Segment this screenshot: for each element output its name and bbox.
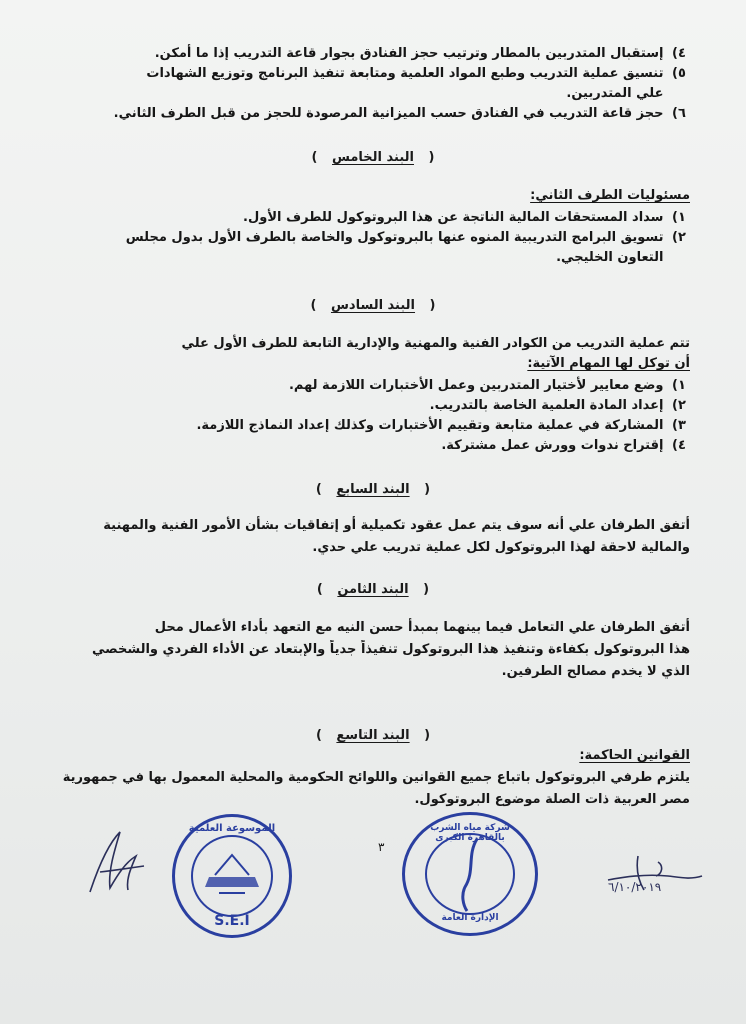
paragraph-line: يلتزم طرفي البروتوكول باتباع جميع القوانين واللوائح الحكومية والمحلية المعمول بها في جمهورية — [62, 770, 690, 785]
paragraph-line: أن توكل لها المهام الآتية: — [527, 356, 690, 371]
section-heading: ( البند التاسع ) — [315, 728, 431, 743]
paragraph-line: أتفق الطرفان علي التعامل فيما بينهما بمبدأ حسن النيه مع التعهد بأداء الأعمال محل — [154, 620, 690, 635]
list-item: ١) سداد المستحقات المالية الناتجة عن هذا البروتوكول للطرف الأول. — [243, 210, 686, 225]
stamp-water-company: شركة مياه الشرب بالقاهرة الكبرى الإدارة العامة — [402, 812, 538, 936]
paragraph-line: مصر العربية ذات الصلة موضوع البروتوكول. — [414, 792, 690, 807]
section-subheading: مسئوليات الطرف الثاني: — [530, 188, 690, 203]
list-item: ٤) إستقبال المتدربين بالمطار وترتيب حجز الفنادق بجوار قاعة التدريب إذا ما أمكن. — [154, 46, 686, 61]
signature-right — [598, 846, 708, 906]
paragraph-line: أتفق الطرفان علي أنه سوف يتم عمل عقود تكميلية أو إتفاقيات بشأن الأمور الفنية والمهنية — [103, 518, 690, 533]
paragraph-line: هذا البروتوكول بكفاءة وتنفيذ هذا البروتوكول تنفيذاً جدياً والإبتعاد عن الأداء الفردي والشخصي — [92, 642, 690, 657]
list-item: ١) وضع معايير لأختيار المتدربين وعمل الأختبارات اللازمة لهم. — [288, 378, 686, 393]
paragraph-line: تتم عملية التدريب من الكوادر الفنية والمهنية والإدارية التابعة للطرف الأول علي — [181, 336, 690, 351]
list-item: ٦) حجز قاعة التدريب في الفنادق حسب الميزانية المرصودة للحجز من قبل الطرف الثاني. — [113, 106, 686, 121]
signature-left — [80, 822, 150, 902]
list-item: ٢) إعداد المادة العلمية الخاصة بالتدريب. — [429, 398, 686, 413]
signature-date: ٦/١٠/٢٠١٩ — [608, 880, 662, 894]
section-heading: ( البند السادس ) — [310, 298, 436, 313]
list-item: ٥) تنسيق عملية التدريب وطبع المواد العلمية ومتابعة تنفيذ البرنامج وتوزيع الشهادات — [146, 66, 686, 81]
section-heading: ( البند الخامس ) — [311, 150, 435, 165]
page-number: ٣ — [378, 840, 385, 854]
paragraph-line: الذي لا يخدم مصالح الطرفين. — [501, 664, 690, 679]
list-item: ٢) تسويق البرامج التدريبية المنوه عنها بالبروتوكول والخاصة بالطرف الأول بدول مجلس — [125, 230, 686, 245]
stamp-sei: الموسوعة العلمية S.E.I — [172, 814, 292, 938]
section-heading: ( البند الثامن ) — [316, 582, 430, 597]
list-item: التعاون الخليجي. — [556, 250, 664, 265]
list-item: علي المتدربين. — [566, 86, 664, 101]
paragraph-line: والمالية لاحقة لهذا البروتوكول لكل عملية تدريب علي حدي. — [312, 540, 690, 555]
list-item: ٣) المشاركة في عملية متابعة وتقييم الأختبارات وكذلك إعداد النماذج اللازمة. — [196, 418, 686, 433]
list-item: ٤) إقتراح ندوات وورش عمل مشتركة. — [441, 438, 686, 453]
section-heading: ( البند السابع ) — [315, 482, 431, 497]
section-subheading: القوانين الحاكمة: — [579, 748, 690, 763]
